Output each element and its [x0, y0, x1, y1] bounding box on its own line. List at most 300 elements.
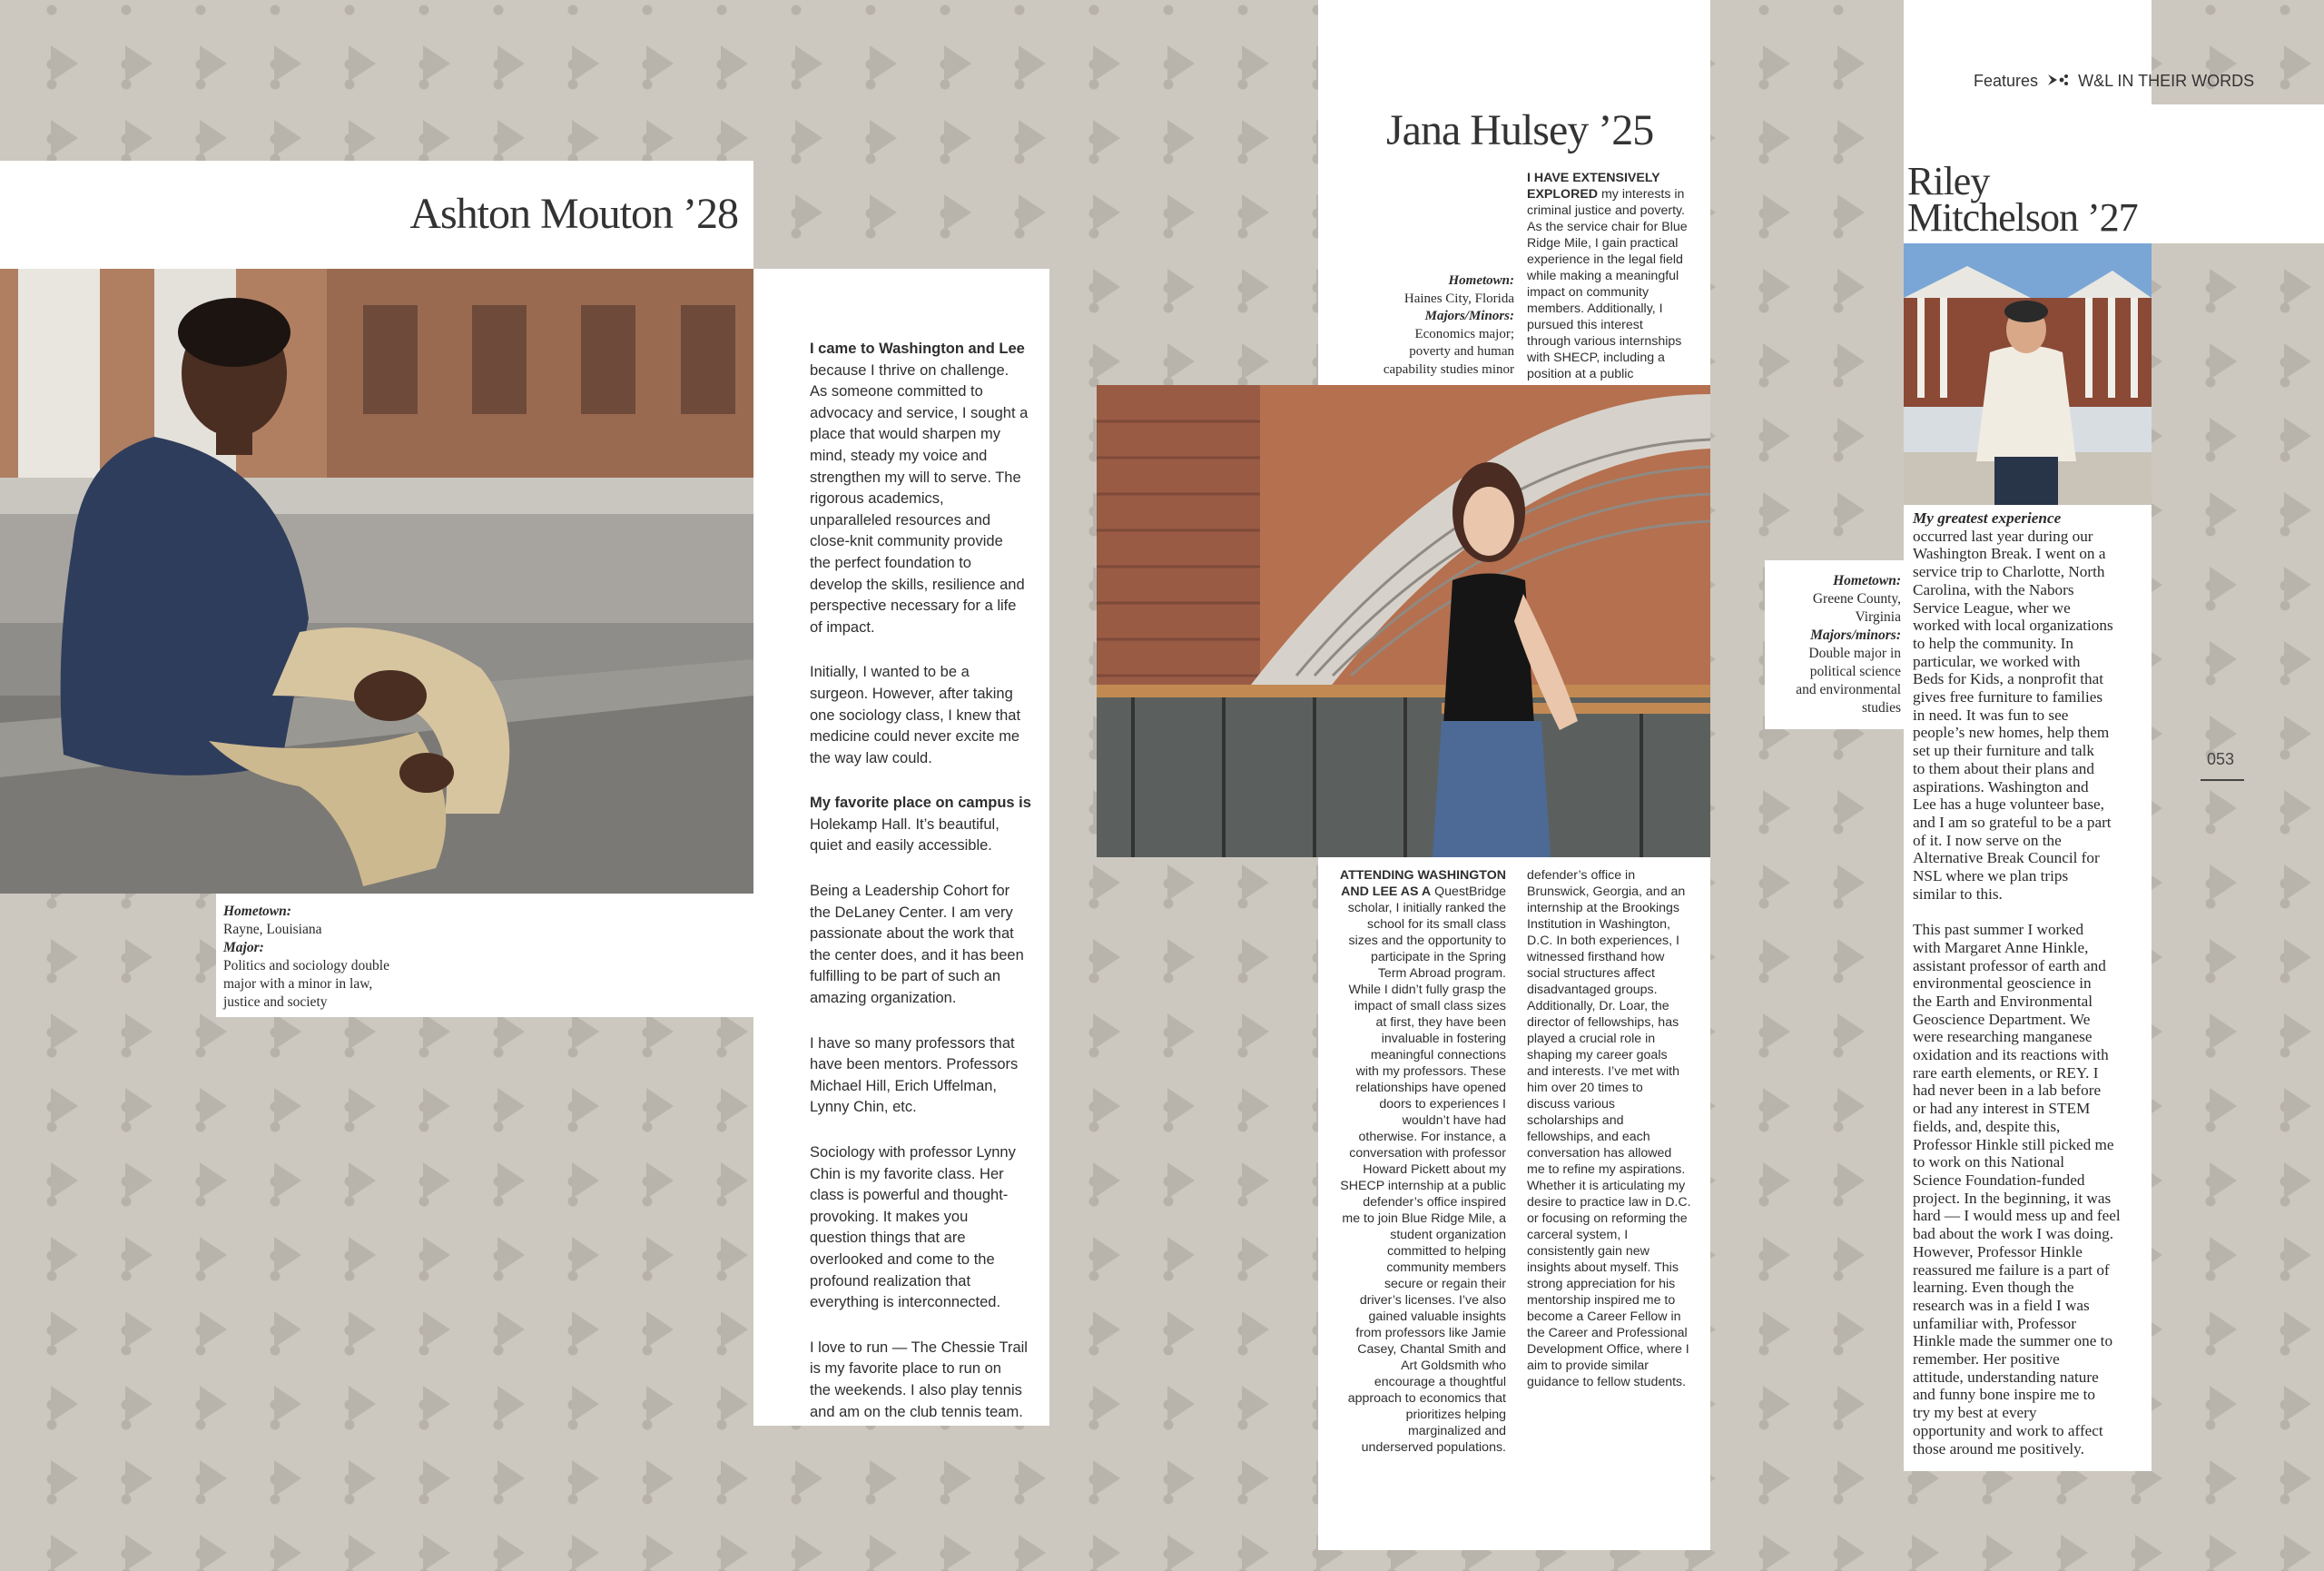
chevron-pattern-icon [2210, 269, 2237, 305]
chevron-pattern-icon [1093, 1311, 1120, 1348]
chevron-pattern-icon [274, 120, 301, 156]
chevron-pattern-icon [1837, 790, 1865, 826]
ashton-essay-line: the perfect foundation to [810, 554, 971, 571]
chevron-pattern-icon [721, 1311, 748, 1348]
chevron-pattern-icon [274, 1013, 301, 1050]
chevron-pattern-icon [1242, 343, 1269, 380]
chevron-pattern-icon [1242, 1311, 1269, 1348]
chevron-pattern-icon [1837, 1386, 1865, 1422]
chevron-pattern-icon [2284, 1013, 2311, 1050]
jana-essay-line: Whether it is articulating my [1527, 1179, 1686, 1193]
chevron-pattern-icon [1837, 492, 1865, 529]
ashton-essay-line: unparalleled resources and [810, 511, 991, 529]
chevron-pattern-icon [1167, 1088, 1195, 1124]
chevron-pattern-icon [721, 1237, 748, 1273]
jana-essay-line: gained valuable insights [1368, 1309, 1506, 1324]
jana-majors-label: Majors/Minors: [1424, 309, 1514, 323]
riley-essay-line: assistant professor of earth and [1913, 956, 2106, 974]
ashton-essay-line: question things that are [810, 1230, 966, 1247]
chevron-pattern-icon [2135, 1535, 2162, 1571]
jana-essay-right [1527, 867, 1712, 1390]
riley-essay-line: reassured me failure is a part of [1913, 1260, 2110, 1279]
chevron-pattern-icon [2210, 1088, 2237, 1124]
ashton-hometown-label: Hometown: [223, 904, 291, 919]
chevron-pattern-icon [125, 45, 153, 82]
riley-essay-line: occurred last year during our [1913, 527, 2093, 545]
chevron-pattern-icon [51, 1386, 78, 1422]
chevron-pattern-icon [200, 1088, 227, 1124]
chevron-pattern-icon [2284, 1162, 2311, 1199]
chevron-pattern-icon [1912, 1535, 1939, 1571]
ashton-essay-line: I love to run — The Chessie Trail [810, 1339, 1028, 1356]
riley-majors-label: Majors/minors: [1810, 627, 1901, 643]
chevron-pattern-icon [1242, 939, 1269, 975]
chevron-pattern-icon [423, 1386, 450, 1422]
running-header [1974, 72, 2254, 92]
chevron-pattern-icon [1093, 1386, 1120, 1422]
chevron-pattern-icon [1093, 343, 1120, 380]
chevron-pattern-icon [2284, 1460, 2311, 1497]
riley-essay-line: aspirations. Washington and [1913, 777, 2089, 795]
chevron-pattern-icon [1093, 1237, 1120, 1273]
chevron-pattern-icon [1019, 194, 1046, 231]
chevron-pattern-icon [1167, 1013, 1195, 1050]
chevron-pattern-icon [1763, 1162, 1790, 1199]
riley-essay-line: NSL where we plan trips [1913, 867, 2069, 885]
jana-essay-line: social structures affect [1527, 966, 1655, 981]
chevron-pattern-icon [870, 1460, 897, 1497]
jana-essay-line: I HAVE EXTENSIVELY [1527, 171, 1660, 185]
riley-essay-line: remember. Her positive [1913, 1350, 2060, 1368]
riley-majors-line: and environmental [1796, 682, 1901, 697]
ashton-essay-line: I have so many professors that [810, 1034, 1015, 1052]
jana-essay-line: relationships have opened [1355, 1081, 1506, 1095]
riley-essay-line: unfamiliar with, Professor [1913, 1314, 2076, 1332]
riley-essay-line: with Margaret Anne Hinkle, [1913, 938, 2089, 956]
jana-essay-line: defender’s office inspired [1363, 1195, 1506, 1210]
jana-essay-line: the Career and Professional [1527, 1326, 1688, 1340]
jana-majors-line: poverty and human [1409, 344, 1514, 359]
jana-essay-line: invaluable in fostering [1381, 1032, 1506, 1046]
chevron-pattern-icon [125, 1311, 153, 1348]
jana-essay-line: desire to practice law in D.C. [1527, 1195, 1691, 1210]
ashton-essay-line: Initially, I wanted to be a [810, 664, 970, 681]
chevron-pattern-icon [349, 1088, 376, 1124]
chevron-pattern-icon [870, 1535, 897, 1571]
jana-essay-line: discuss various [1527, 1097, 1615, 1112]
chevron-pattern-icon [1763, 343, 1790, 380]
chevron-pattern-icon [497, 1386, 525, 1422]
chevron-pattern-icon [274, 1088, 301, 1124]
jana-essay-line: consistently gain new [1527, 1244, 1649, 1259]
jana-essay-line: SHECP internship at a public [1340, 1179, 1506, 1193]
chevron-pattern-icon [646, 120, 674, 156]
chevron-pattern-icon [51, 45, 78, 82]
ashton-essay-line: everything is interconnected. [810, 1294, 1001, 1311]
jana-essay-line: Development Office, where I [1527, 1342, 1689, 1357]
jana-essay-line: D.C. In both experiences, I [1527, 934, 1679, 948]
ashton-essay-line: provoking. It makes you [810, 1208, 969, 1225]
jana-essay-line: or focusing on reforming the [1527, 1211, 1688, 1226]
ashton-caption [223, 903, 389, 1012]
section-divider-icon [2046, 73, 2070, 92]
jana-majors-line: Economics major; [1414, 326, 1514, 341]
chevron-pattern-icon [572, 1386, 599, 1422]
chevron-pattern-icon [1093, 194, 1120, 231]
chevron-pattern-icon [51, 120, 78, 156]
chevron-pattern-icon [2284, 343, 2311, 380]
riley-essay-line: and funny bone inspire me to [1913, 1386, 2095, 1404]
ashton-essay [810, 339, 1049, 1447]
jana-essay-line: position at a public [1527, 367, 1634, 381]
jana-essay-line: wouldn’t have had [1402, 1113, 1506, 1128]
chevron-pattern-icon [572, 1460, 599, 1497]
chevron-pattern-icon [870, 120, 897, 156]
chevron-pattern-icon [423, 45, 450, 82]
jana-essay-line: secure or regain their [1384, 1277, 1506, 1291]
jana-essay-line: Additionally, Dr. Loar, the [1527, 999, 1669, 1013]
chevron-pattern-icon [646, 1535, 674, 1571]
riley-essay-line: those around me positively. [1913, 1439, 2084, 1457]
chevron-pattern-icon [795, 45, 822, 82]
ashton-essay-line: perspective necessary for a life [810, 598, 1017, 615]
ashton-essay-line: passionate about the work that [810, 925, 1014, 943]
jana-essay-line: sizes and the opportunity to [1348, 934, 1506, 948]
riley-essay-line: people’s new homes, help them [1913, 724, 2110, 742]
ashton-essay-line: the DeLaney Center. I am very [810, 904, 1013, 921]
chevron-pattern-icon [349, 1237, 376, 1273]
chevron-pattern-icon [497, 45, 525, 82]
chevron-pattern-icon [349, 1013, 376, 1050]
chevron-pattern-icon [2210, 1535, 2237, 1571]
chevron-pattern-icon [1763, 939, 1790, 975]
chevron-pattern-icon [2284, 865, 2311, 901]
chevron-pattern-icon [349, 45, 376, 82]
riley-hometown-line: Greene County, [1812, 591, 1901, 607]
chevron-pattern-icon [200, 45, 227, 82]
ashton-p1-lead: I came to Washington and Lee [810, 341, 1025, 357]
jana-essay-line: impact of small class sizes [1354, 999, 1506, 1013]
chevron-pattern-icon [1837, 1311, 1865, 1348]
chevron-pattern-icon [1242, 194, 1269, 231]
chevron-pattern-icon [1093, 45, 1120, 82]
riley-essay-line: set up their furniture and talk [1913, 742, 2094, 760]
riley-essay-line: opportunity and work to affect [1913, 1421, 2103, 1439]
chevron-pattern-icon [423, 1013, 450, 1050]
chevron-pattern-icon [1167, 269, 1195, 305]
jana-essay-line: approach to economics that [1347, 1391, 1506, 1406]
chevron-pattern-icon [2210, 1237, 2237, 1273]
jana-majors-line: capability studies minor [1383, 361, 1514, 377]
chevron-pattern-icon [1763, 790, 1790, 826]
chevron-pattern-icon [1093, 865, 1120, 901]
chevron-pattern-icon [2210, 1386, 2237, 1422]
riley-essay-line: had never been in a lab before [1913, 1082, 2102, 1100]
ashton-essay-line: because I thrive on challenge. [810, 361, 1009, 379]
riley-essay-line: to them about their plans and [1913, 759, 2094, 777]
chevron-pattern-icon [497, 1237, 525, 1273]
riley-essay-line: project. In the beginning, it was [1913, 1189, 2112, 1207]
chevron-pattern-icon [1837, 1237, 1865, 1273]
chevron-pattern-icon [1763, 194, 1790, 231]
jana-essay-line: witnessed firsthand how [1527, 950, 1665, 964]
chevron-pattern-icon [51, 1311, 78, 1348]
jana-essay-line: insights about myself. This [1527, 1260, 1679, 1275]
chevron-pattern-icon [1837, 343, 1865, 380]
riley-essay-line: particular, we worked with [1913, 652, 2081, 670]
chevron-pattern-icon [51, 939, 78, 975]
chevron-pattern-icon [1093, 1535, 1120, 1571]
jana-essay-line: played a crucial role in [1527, 1032, 1656, 1046]
riley-essay-line: Beds for Kids, a nonprofit that [1913, 670, 2104, 688]
chevron-pattern-icon [1242, 120, 1269, 156]
chevron-pattern-icon [572, 1311, 599, 1348]
chevron-pattern-icon [572, 1088, 599, 1124]
chevron-pattern-icon [1167, 343, 1195, 380]
ashton-essay-line: profound realization that [810, 1272, 971, 1289]
chevron-pattern-icon [125, 939, 153, 975]
ashton-essay-line: Lynny Chin, etc. [810, 1099, 917, 1116]
chevron-pattern-icon [1837, 939, 1865, 975]
jana-hometown: Haines City, Florida [1403, 291, 1514, 306]
page-number: 053 [2207, 750, 2235, 768]
chevron-pattern-icon [1242, 1237, 1269, 1273]
jana-essay-line: criminal justice and poverty. [1527, 203, 1685, 218]
riley-name [1907, 159, 2138, 240]
jana-essay-line: fellowships, and each [1527, 1130, 1650, 1144]
ashton-essay-line: Being a Leadership Cohort for [810, 883, 1010, 900]
chevron-pattern-icon [497, 1013, 525, 1050]
jana-essay-line: EXPLORED my interests in [1527, 187, 1685, 202]
jana-essay-line: me to refine my aspirations. [1527, 1162, 1686, 1177]
chevron-pattern-icon [497, 1460, 525, 1497]
chevron-pattern-icon [870, 194, 897, 231]
chevron-pattern-icon [1837, 1162, 1865, 1199]
chevron-pattern-icon [497, 1535, 525, 1571]
riley-essay-line: rare earth elements, or REY. I [1913, 1063, 2099, 1082]
jana-essay-line: While I didn’t fully grasp the [1348, 983, 1506, 997]
ashton-essay-line: amazing organization. [810, 990, 957, 1007]
chevron-pattern-icon [944, 1460, 971, 1497]
jana-essay-line: prioritizes helping [1405, 1408, 1506, 1422]
jana-essay-line: otherwise. For instance, a [1358, 1130, 1506, 1144]
chevron-pattern-icon [2210, 865, 2237, 901]
ashton-major-line: Politics and sociology double [223, 958, 389, 973]
jana-essay-line: while making a meaningful [1527, 269, 1679, 283]
riley-name-line2: Mitchelson ’27 [1907, 195, 2138, 240]
jana-essay-line: shaping my career goals [1527, 1048, 1668, 1062]
chevron-pattern-icon [1242, 45, 1269, 82]
riley-photo [1904, 243, 2152, 505]
chevron-pattern-icon [2284, 1088, 2311, 1124]
riley-essay-line: were researching manganese [1913, 1028, 2093, 1046]
ashton-hometown: Rayne, Louisiana [223, 922, 322, 937]
chevron-pattern-icon [572, 1237, 599, 1273]
chevron-pattern-icon [2284, 45, 2311, 82]
ashton-major-line: justice and society [223, 994, 328, 1010]
jana-essay-line: disadvantaged groups. [1527, 983, 1658, 997]
chevron-pattern-icon [274, 1535, 301, 1571]
chevron-pattern-icon [2210, 939, 2237, 975]
ashton-p3-lead: My favorite place on campus is [810, 795, 1031, 812]
ashton-major-line: major with a minor in law, [223, 976, 373, 992]
chevron-pattern-icon [1763, 1311, 1790, 1348]
jana-essay-line: Ridge Mile, I gain practical [1527, 236, 1679, 251]
jana-essay-line: director of fellowships, has [1527, 1015, 1679, 1030]
chevron-pattern-icon [349, 1162, 376, 1199]
chevron-pattern-icon [1986, 1535, 2014, 1571]
riley-essay-line: worked with local organizations [1913, 617, 2113, 635]
chevron-pattern-icon [200, 1237, 227, 1273]
chevron-pattern-icon [200, 1386, 227, 1422]
chevron-pattern-icon [1167, 120, 1195, 156]
chevron-pattern-icon [572, 1535, 599, 1571]
chevron-pattern-icon [1242, 1535, 1269, 1571]
chevron-pattern-icon [125, 120, 153, 156]
ashton-essay-line: strengthen my will to serve. The [810, 469, 1021, 486]
chevron-pattern-icon [200, 1460, 227, 1497]
chevron-pattern-icon [1167, 194, 1195, 231]
jana-essay-line: from professors like Jamie [1355, 1326, 1506, 1340]
chevron-pattern-icon [1763, 1535, 1790, 1571]
chevron-pattern-icon [721, 1460, 748, 1497]
riley-essay-line: learning. Even though the [1913, 1279, 2074, 1297]
ashton-essay-line: fulfilling to be part of such an [810, 968, 1001, 985]
riley-essay-line: gives free furniture to families [1913, 688, 2103, 706]
riley-essay-line: However, Professor Hinkle [1913, 1242, 2083, 1260]
chevron-pattern-icon [1837, 865, 1865, 901]
chevron-pattern-icon [2284, 716, 2311, 752]
chevron-pattern-icon [200, 1535, 227, 1571]
riley-essay-line: or had any interest in STEM [1913, 1100, 2091, 1118]
chevron-pattern-icon [200, 1311, 227, 1348]
chevron-pattern-icon [2210, 1460, 2237, 1497]
chevron-pattern-icon [125, 1237, 153, 1273]
chevron-pattern-icon [497, 1311, 525, 1348]
chevron-pattern-icon [1242, 865, 1269, 901]
riley-name-line1: Riley [1907, 159, 1990, 203]
chevron-pattern-icon [721, 1088, 748, 1124]
chevron-pattern-icon [1763, 269, 1790, 305]
chevron-pattern-icon [2210, 790, 2237, 826]
jana-essay-line: pursued this interest [1527, 318, 1643, 332]
jana-essay-line: conversation has allowed [1527, 1146, 1672, 1161]
ashton-essay-line: the weekends. I also play tennis [810, 1381, 1022, 1398]
chevron-pattern-icon [423, 1311, 450, 1348]
chevron-pattern-icon [2061, 1535, 2088, 1571]
jana-name: Jana Hulsey ’25 [1386, 106, 1654, 154]
chevron-pattern-icon [795, 194, 822, 231]
ashton-essay-line: overlooked and come to the [810, 1250, 995, 1268]
riley-essay-line: Alternative Break Council for [1913, 849, 2100, 867]
jana-essay-line: members. Additionally, I [1527, 301, 1663, 316]
chevron-pattern-icon [2210, 567, 2237, 603]
jana-essay-left [1288, 867, 1506, 1456]
chevron-pattern-icon [497, 1162, 525, 1199]
chevron-pattern-icon [646, 1013, 674, 1050]
chevron-pattern-icon [125, 1013, 153, 1050]
ashton-essay-line: rigorous academics, [810, 490, 944, 508]
riley-essay-line: service trip to Charlotte, North [1913, 563, 2105, 581]
riley-essay-line: Hinkle made the summer one to [1913, 1332, 2113, 1350]
chevron-pattern-icon [1763, 1088, 1790, 1124]
ashton-essay-line: Sociology with professor Lynny [810, 1144, 1016, 1161]
chevron-pattern-icon [1837, 1088, 1865, 1124]
riley-essay-line: Washington Break. I went on a [1913, 545, 2106, 563]
riley-essay-line: in need. It was fun to see [1913, 706, 2069, 724]
ashton-essay-line: develop the skills, resilience and [810, 576, 1025, 593]
chevron-pattern-icon [1093, 1088, 1120, 1124]
chevron-pattern-icon [646, 1237, 674, 1273]
chevron-pattern-icon [721, 1013, 748, 1050]
jana-essay-line: underserved populations. [1361, 1440, 1506, 1455]
chevron-pattern-icon [1242, 1013, 1269, 1050]
jana-essay-line: As the service chair for Blue [1527, 220, 1688, 234]
chevron-pattern-icon [1763, 1013, 1790, 1050]
riley-essay-line: to help the community. In [1913, 634, 2073, 652]
ashton-photo [0, 269, 753, 894]
chevron-pattern-icon [2284, 492, 2311, 529]
chevron-pattern-icon [1093, 1460, 1120, 1497]
chevron-pattern-icon [1167, 1162, 1195, 1199]
chevron-pattern-icon [51, 1460, 78, 1497]
chevron-pattern-icon [2210, 1311, 2237, 1348]
chevron-pattern-icon [795, 1535, 822, 1571]
chevron-pattern-icon [2210, 418, 2237, 454]
jana-essay-line: strong appreciation for his [1527, 1277, 1676, 1291]
jana-essay-line: Brunswick, Georgia, and an [1527, 884, 1686, 899]
ashton-essay-line: advocacy and service, I sought a [810, 404, 1029, 421]
chevron-pattern-icon [423, 1162, 450, 1199]
chevron-pattern-icon [2210, 1013, 2237, 1050]
jana-essay-line: committed to helping [1387, 1244, 1506, 1259]
chevron-pattern-icon [274, 1237, 301, 1273]
chevron-pattern-icon [1242, 269, 1269, 305]
chevron-pattern-icon [1242, 1088, 1269, 1124]
jana-essay-line: driver’s licenses. I’ve also [1359, 1293, 1506, 1308]
chevron-pattern-icon [1837, 45, 1865, 82]
jana-essay-line: mentorship inspired me to [1527, 1293, 1676, 1308]
riley-essay-line: Carolina, with the Nabors [1913, 580, 2074, 598]
chevron-pattern-icon [1837, 120, 1865, 156]
riley-essay-line: hard — I would mess up and feel [1913, 1207, 2121, 1225]
chevron-pattern-icon [1837, 1535, 1865, 1571]
jana-photo [1097, 385, 1710, 857]
riley-majors-line: political science [1809, 664, 1901, 679]
chevron-pattern-icon [1837, 194, 1865, 231]
chevron-pattern-icon [2284, 1311, 2311, 1348]
jana-essay-top [1527, 170, 1712, 382]
chevron-pattern-icon [1167, 1237, 1195, 1273]
chevron-pattern-icon [646, 1162, 674, 1199]
chevron-pattern-icon [944, 120, 971, 156]
chevron-pattern-icon [572, 120, 599, 156]
chevron-pattern-icon [646, 1460, 674, 1497]
ashton-essay-line: Michael Hill, Erich Uffelman, [810, 1077, 998, 1094]
jana-essay-line: scholarships and [1527, 1113, 1624, 1128]
riley-caption [1796, 572, 1901, 717]
chevron-pattern-icon [2210, 1162, 2237, 1199]
chevron-pattern-icon [1837, 1460, 1865, 1497]
riley-essay-line: try my best at every [1913, 1404, 2037, 1422]
chevron-pattern-icon [349, 1311, 376, 1348]
jana-caption [1384, 272, 1514, 379]
chevron-pattern-icon [1167, 1311, 1195, 1348]
jana-hometown-label: Hometown: [1448, 273, 1514, 288]
jana-essay-line: conversation with professor [1349, 1146, 1506, 1161]
chevron-pattern-icon [423, 1460, 450, 1497]
chevron-pattern-icon [1242, 1386, 1269, 1422]
